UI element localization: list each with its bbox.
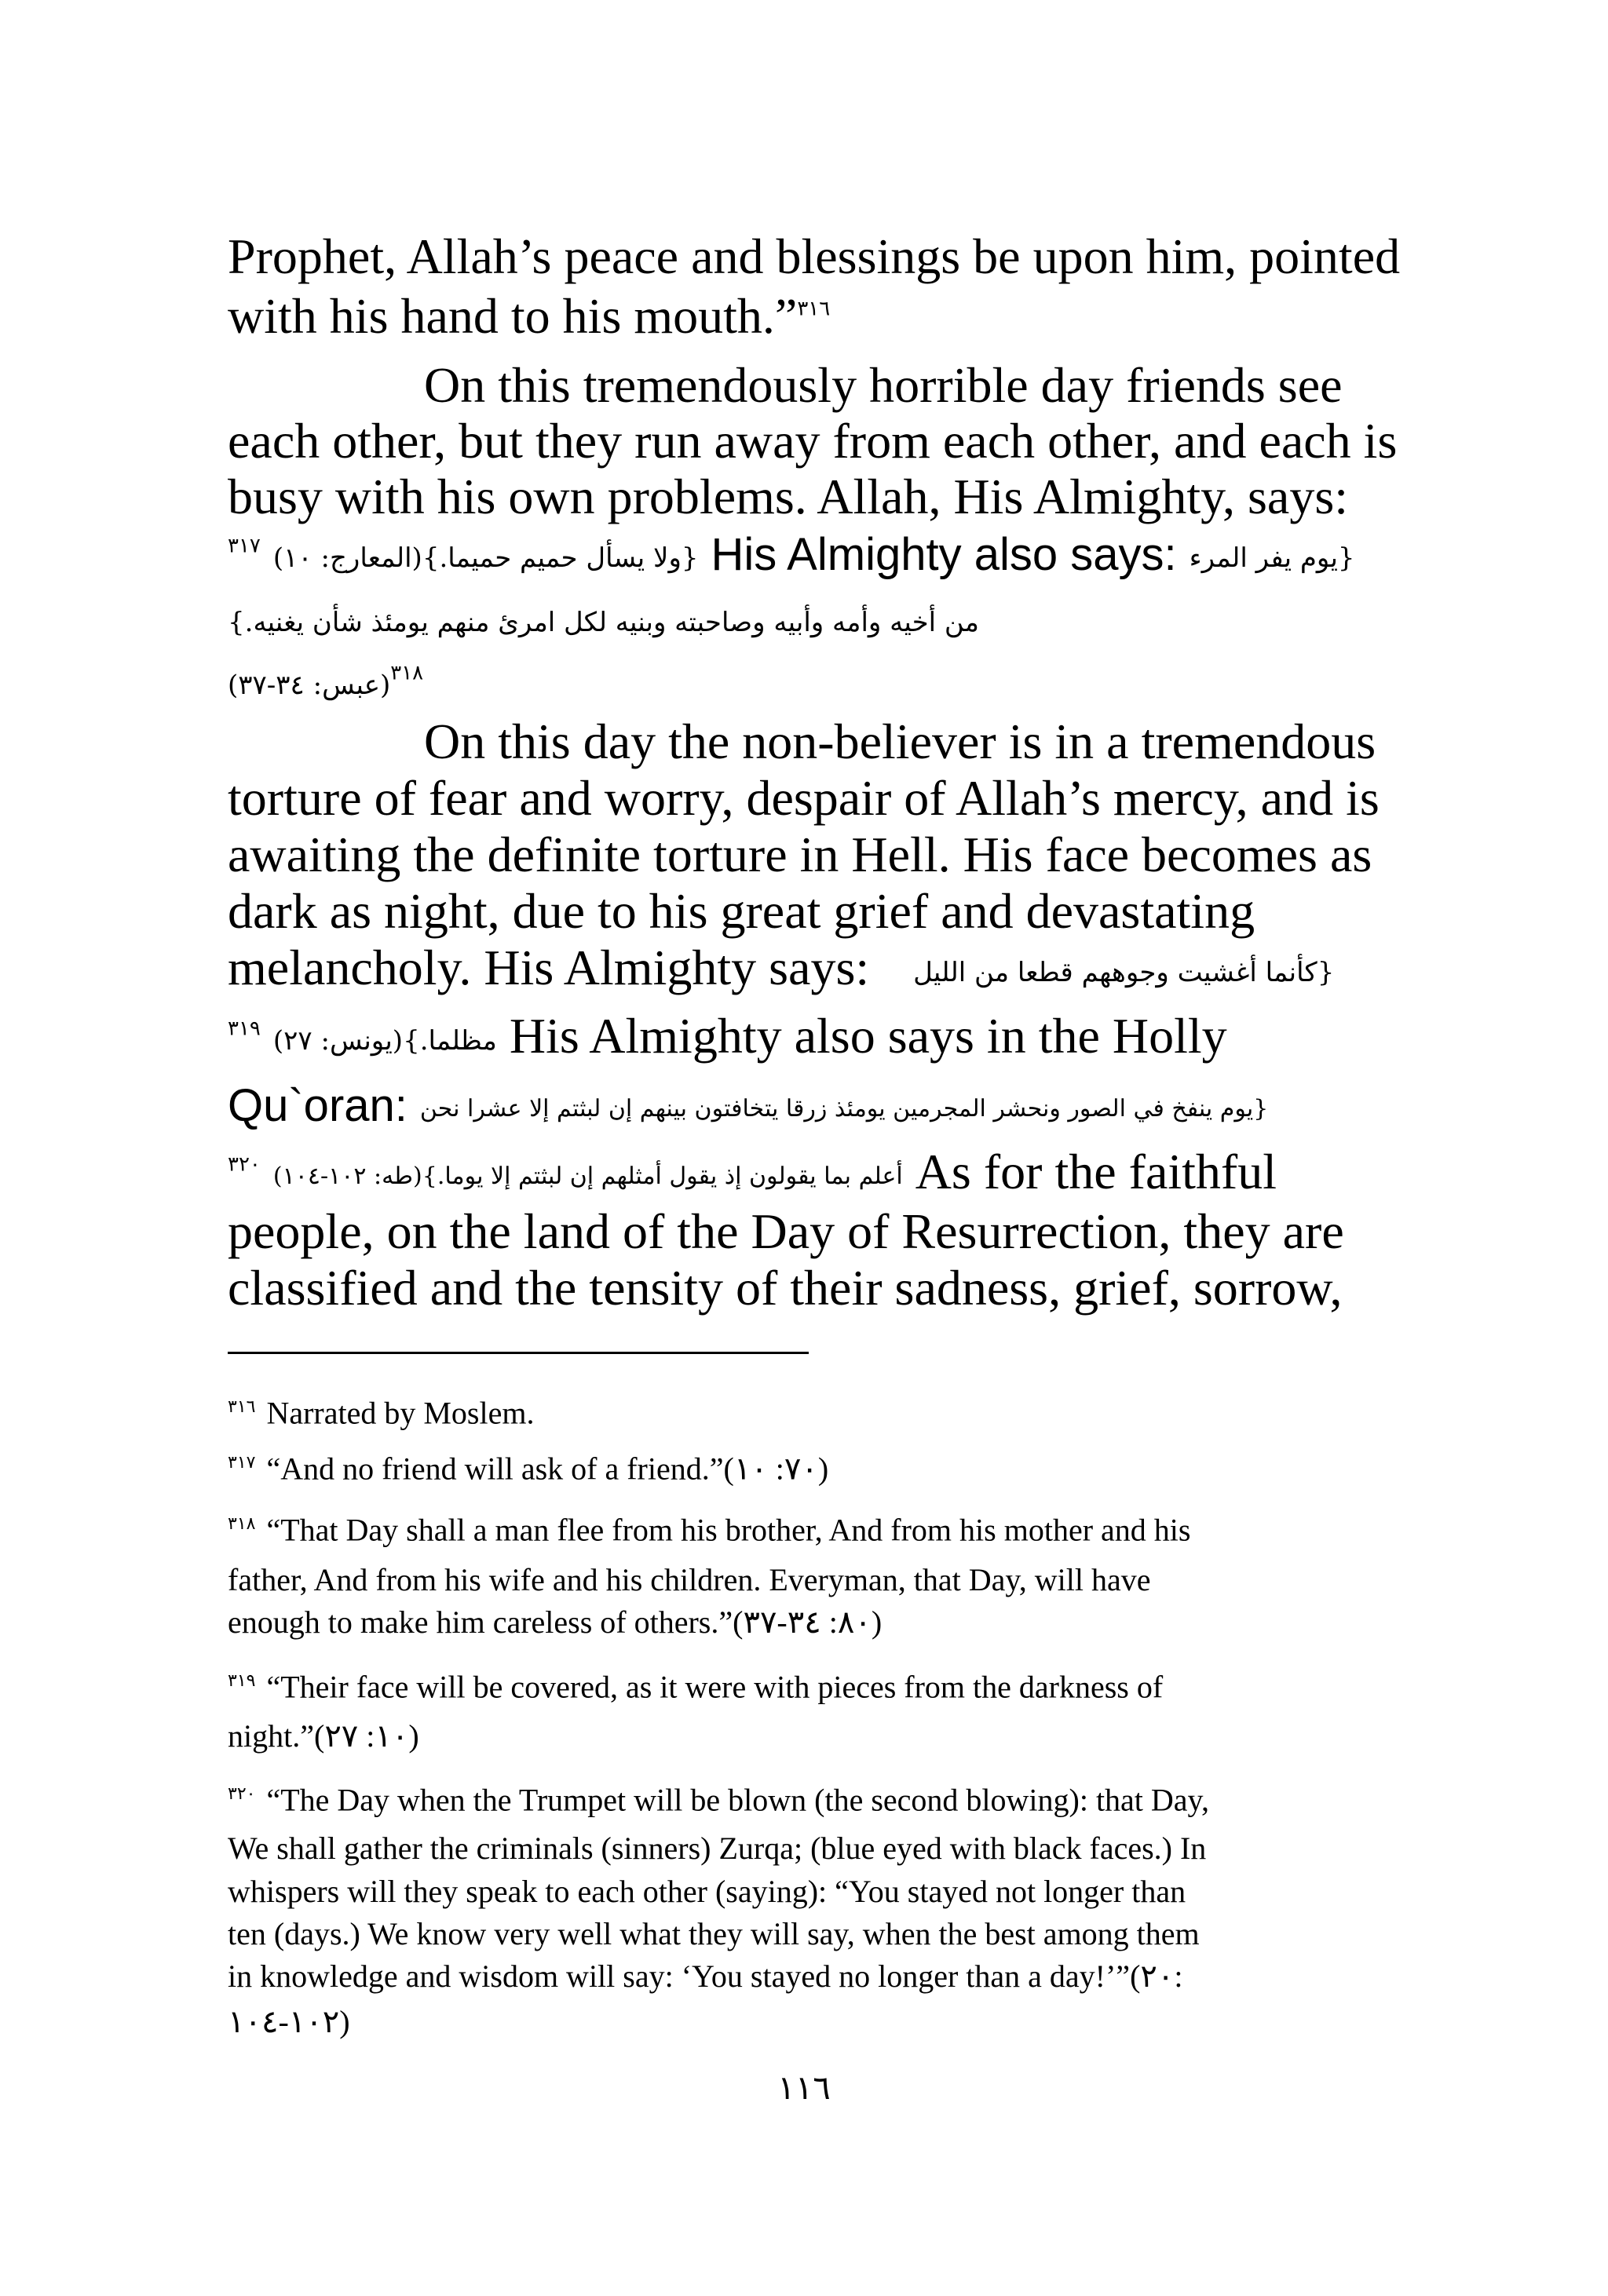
footnote-line	[228, 2000, 350, 2044]
arabic-verse: من أخيه وأمه وأبيه وصاحبته وبنيه لكل امرئ منهم يومئذ شأن يغنيه.}	[228, 607, 979, 639]
text-line	[228, 526, 1355, 586]
arabic-verse: مظلما.}(يونس: ٢٧)	[272, 1025, 497, 1057]
text-span: each other, but they run away from each other, and each is	[228, 413, 1398, 469]
footnote-text: We shall gather the criminals (sinners) Zurqa; (blue eyed with black faces.) In	[228, 1831, 1207, 1866]
text-line	[228, 590, 979, 650]
footnote-text: whispers will they speak to each other (saying): “You stayed not longer than	[228, 1874, 1186, 1909]
text-line	[228, 289, 830, 344]
text-span: people, on the land of the Day of Resurrection, they are	[228, 1203, 1344, 1259]
footnote-317	[228, 1441, 828, 1491]
footnote-ref: ٣١٦	[797, 297, 831, 321]
text-span: Qu`oran:	[228, 1080, 407, 1131]
text-line	[228, 229, 1400, 284]
footnote-text: father, And from his wife and his children. Everyman, that Day, will have	[228, 1562, 1151, 1597]
footnote-number: ٣١٧	[228, 1453, 256, 1473]
text-line	[228, 827, 1372, 882]
footnote-318	[228, 1502, 1190, 1552]
arabic-verse: {يوم يفر المرء	[1189, 542, 1355, 575]
footnote-number: ٣١٨	[228, 1514, 256, 1534]
footnote-316	[228, 1385, 534, 1435]
text-line	[228, 884, 1255, 939]
text-span: On this day the non-believer is in a tremendous	[424, 714, 1376, 769]
footnote-text: Narrated by Moslem.	[266, 1395, 535, 1431]
footnote-ref: ٣١٨	[390, 661, 424, 685]
footnote-319	[228, 1659, 1163, 1709]
paragraph-start	[228, 358, 1343, 413]
footnote-text: in knowledge and wisdom will say: ‘You stayed no longer than a day!’”(٢٠:	[228, 1958, 1183, 1994]
footnote-line	[228, 1912, 1200, 1956]
footnote-line	[228, 1714, 419, 1758]
text-span: His Almighty also says:	[711, 529, 1177, 580]
text-span: classified and the tensity of their sadness, grief, sorrow,	[228, 1260, 1343, 1316]
footnote-number: ٣٢٠	[228, 1784, 256, 1804]
text-span: As for the faithful	[915, 1144, 1277, 1199]
text-line	[228, 1261, 1342, 1316]
footnote-text: ten (days.) We know very well what they will say, when the best among them	[228, 1916, 1200, 1951]
text-line	[228, 1009, 1227, 1068]
text-span: melancholy. His Almighty says:	[228, 940, 870, 995]
text-line	[228, 1144, 1277, 1204]
footnote-number: ٣١٦	[228, 1397, 256, 1417]
footnote-ref: ٣١٩	[228, 1017, 261, 1041]
footnote-text: “Their face will be covered, as it were with pieces from the darkness of	[266, 1669, 1164, 1705]
text-line	[228, 1204, 1344, 1259]
arabic-verse: {كأنما أغشيت وجوههم قطعا من الليل	[913, 957, 1335, 989]
footnote-line	[228, 1558, 1150, 1602]
footnote-ref: ٣٢٠	[228, 1152, 261, 1177]
footnote-divider	[228, 1352, 809, 1354]
arabic-verse: {يوم ينفخ في الصور ونحشر المجرمين يومئذ زرقا يتخافتون بينهم إن لبثتم إلا عشرا نحن	[419, 1095, 1269, 1123]
text-line	[228, 940, 1334, 1000]
footnote-320	[228, 1772, 1209, 1822]
footnote-text: “And no friend will ask of a friend.”(٧٠: ١٠)	[266, 1451, 829, 1487]
footnote-ref: ٣١٧	[228, 534, 261, 558]
footnote-text: “The Day when the Trumpet will be blown (the second blowing): that Day,	[266, 1782, 1209, 1818]
text-line	[228, 771, 1380, 826]
text-span: Prophet, Allah’s peace and blessings be upon him, pointed	[228, 228, 1401, 284]
text-span: with his hand to his mouth.”	[228, 288, 798, 344]
text-span: awaiting the definite torture in Hell. His face becomes as	[228, 827, 1372, 882]
footnote-line	[228, 1601, 882, 1644]
arabic-verse: {ولا يسأل حميم حميما.}(المعارج: ١٠)	[272, 542, 699, 575]
page-number: ١١٦	[777, 2068, 831, 2107]
text-line	[228, 414, 1397, 469]
text-line	[228, 1077, 1268, 1137]
paragraph-start	[228, 714, 1376, 769]
footnote-text: ١٠٢-١٠٤)	[228, 2004, 350, 2039]
text-line	[228, 653, 423, 713]
text-span: dark as night, due to his great grief and devastating	[228, 883, 1255, 939]
footnote-line	[228, 1827, 1206, 1871]
footnote-number: ٣١٩	[228, 1671, 256, 1691]
text-span: torture of fear and worry, despair of Allah’s mercy, and is	[228, 770, 1380, 826]
text-span: busy with his own problems. Allah, His Almighty, says:	[228, 469, 1348, 524]
arabic-verse: (عبس: ٣٤-٣٧)	[228, 670, 391, 702]
arabic-verse: أعلم بما يقولون إذ يقول أمثلهم إن لبثتم إلا يوما.}(طه: ١٠٢-١٠٤)	[272, 1163, 903, 1191]
footnote-text: night.”(١٠: ٢٧)	[228, 1718, 419, 1754]
text-span: On this tremendously horrible day friends see	[424, 357, 1343, 413]
footnote-line	[228, 1955, 1182, 1999]
footnote-text: “That Day shall a man flee from his brother, And from his mother and his	[266, 1512, 1191, 1548]
footnote-text: enough to make him careless of others.”(٨٠: ٣٤-٣٧)	[228, 1604, 883, 1640]
footnote-line	[228, 1870, 1186, 1914]
text-line	[228, 469, 1348, 524]
text-span: His Almighty also says in the Holly	[509, 1008, 1227, 1064]
